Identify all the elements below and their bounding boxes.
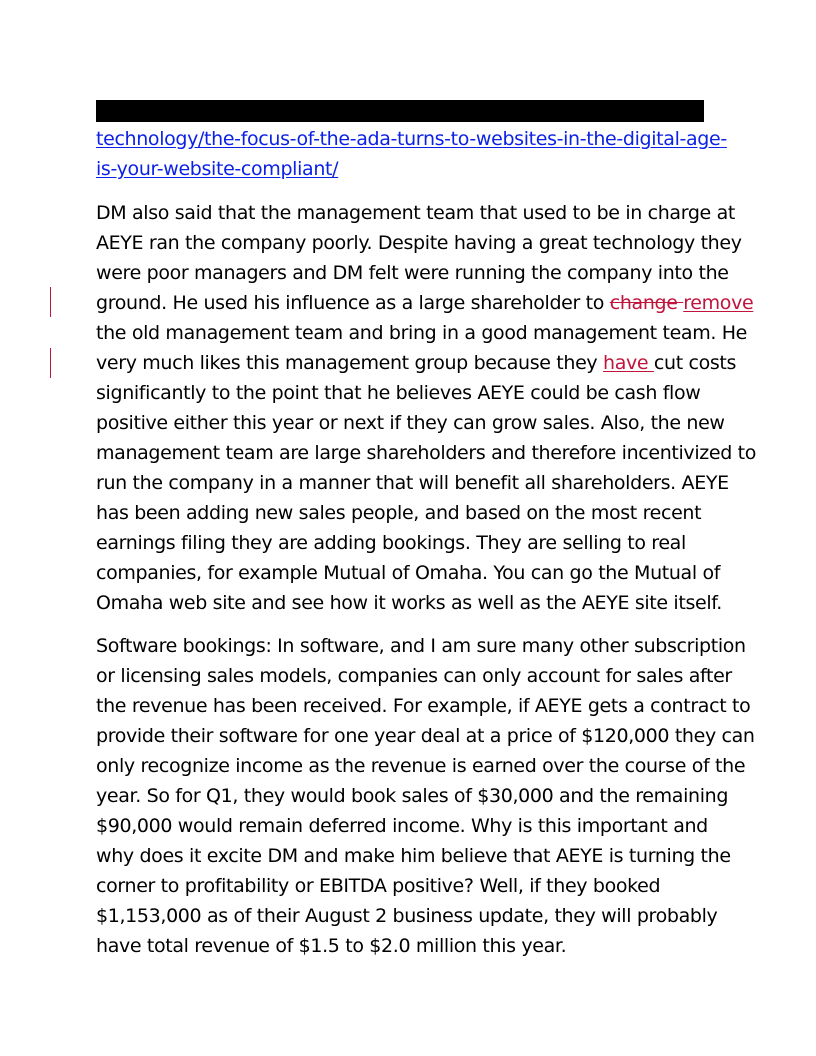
revision-change-bar bbox=[50, 348, 51, 378]
paragraph-line: or licensing sales models, companies can only account for sales after bbox=[96, 665, 732, 687]
paragraph-line: why does it excite DM and make him believe that AEYE is turning the bbox=[96, 845, 731, 867]
paragraph-line: the revenue has been received. For example, if AEYE gets a contract to bbox=[96, 695, 751, 717]
paragraph-line: Omaha web site and see how it works as well as the AEYE site itself. bbox=[96, 592, 722, 614]
url-link-line-2[interactable]: is-your-website-compliant/ bbox=[96, 158, 339, 180]
paragraph-line: DM also said that the management team that used to be in charge at bbox=[96, 202, 735, 224]
url-link-line-1[interactable]: technology/the-focus-of-the-ada-turns-to-websites-in-the-digital-age- bbox=[96, 128, 727, 150]
paragraph-line: significantly to the point that he believes AEYE could be cash flow bbox=[96, 382, 701, 404]
paragraph-line: were poor managers and DM felt were running the company into the bbox=[96, 262, 729, 284]
paragraph-line: AEYE ran the company poorly. Despite having a great technology they bbox=[96, 232, 742, 254]
url-link[interactable] bbox=[96, 124, 736, 184]
text-run: ground. He used his influence as a large shareholder to bbox=[96, 292, 610, 314]
paragraph-line: the old management team and bring in a good management team. He bbox=[96, 322, 748, 344]
paragraph-line: only recognize income as the revenue is earned over the course of the bbox=[96, 755, 746, 777]
paragraph-line-with-revision bbox=[96, 288, 754, 318]
text-run: cut costs bbox=[653, 352, 737, 374]
inserted-text: remove bbox=[683, 292, 754, 314]
paragraph-software-bookings bbox=[96, 631, 755, 961]
paragraph-line: run the company in a manner that will benefit all shareholders. AEYE bbox=[96, 472, 729, 494]
paragraph-line: $90,000 would remain deferred income. Why is this important and bbox=[96, 815, 708, 837]
paragraph-line: $1,153,000 as of their August 2 business update, they will probably bbox=[96, 905, 718, 927]
inserted-text: have bbox=[603, 352, 654, 374]
paragraph-line: Software bookings: In software, and I am sure many other subscription bbox=[96, 635, 746, 657]
paragraph-line: corner to profitability or EBITDA positive? Well, if they booked bbox=[96, 875, 661, 897]
paragraph-line: positive either this year or next if they can grow sales. Also, the new bbox=[96, 412, 725, 434]
paragraph-line: year. So for Q1, they would book sales of $30,000 and the remaining bbox=[96, 785, 729, 807]
deleted-text: change bbox=[609, 292, 684, 314]
revision-change-bar bbox=[50, 287, 51, 317]
paragraph-line: management team are large shareholders and therefore incentivized to bbox=[96, 442, 756, 464]
redaction-bar bbox=[96, 100, 704, 122]
paragraph-line: earnings filing they are adding bookings. They are selling to real bbox=[96, 532, 686, 554]
text-run: very much likes this management group because they bbox=[96, 352, 603, 374]
paragraph-line: has been adding new sales people, and based on the most recent bbox=[96, 502, 702, 524]
paragraph-line: provide their software for one year deal at a price of $120,000 they can bbox=[96, 725, 755, 747]
paragraph-line: have total revenue of $1.5 to $2.0 million this year. bbox=[96, 935, 567, 957]
paragraph-management bbox=[96, 198, 756, 618]
paragraph-line: companies, for example Mutual of Omaha. You can go the Mutual of bbox=[96, 562, 721, 584]
paragraph-line-with-revision bbox=[96, 348, 736, 378]
